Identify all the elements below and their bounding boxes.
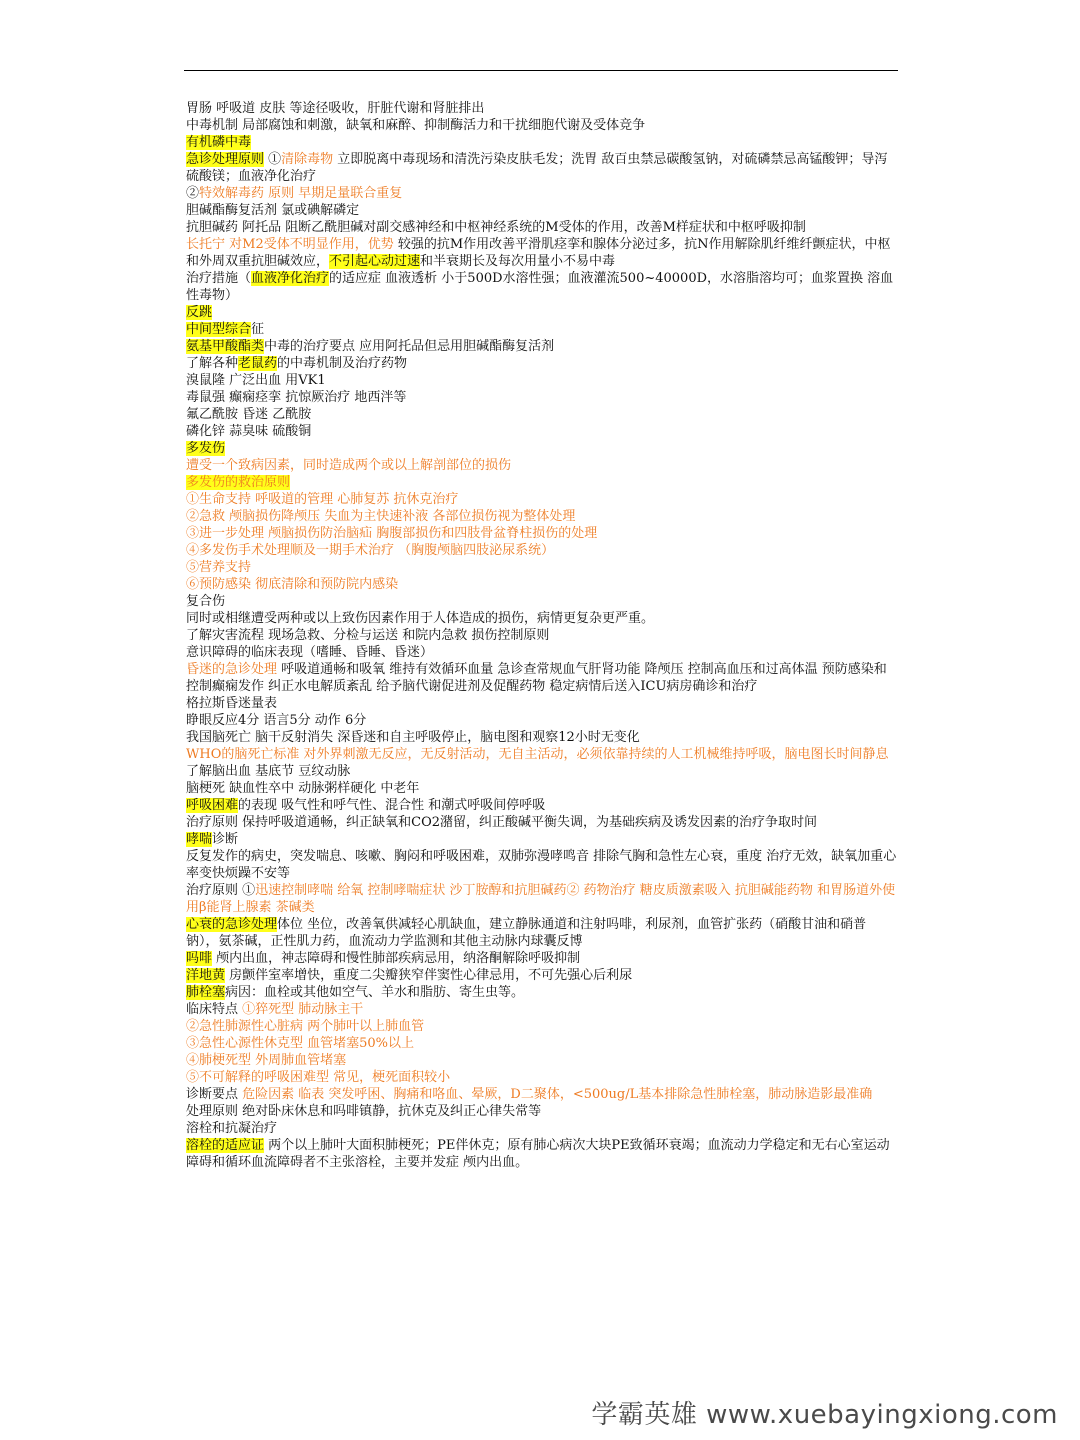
- text-line: [186, 1069, 898, 1086]
- text-segment: 立即脱离中毒现场和清洗污染皮肤毛发；洗胃 敌百虫禁忌碳酸氢钠，对硫磷禁忌高锰酸钾；导泻 硫酸镁；血液净化治疗: [186, 152, 888, 184]
- text-line: [186, 1001, 898, 1018]
- text-segment: 磷化锌 蒜臭味 硫酸铜: [186, 424, 312, 439]
- text-segment: 的中毒机制及治疗药物: [277, 356, 408, 371]
- text-line: [186, 610, 898, 627]
- text-segment: ⑤不可解释的呼吸困难型 常见，梗死面积较小: [186, 1070, 451, 1085]
- text-line: [186, 916, 898, 950]
- text-segment: 老鼠药: [238, 356, 278, 371]
- text-segment: 迅速控制哮喘 给氧 控制哮喘症状 沙丁胺醇和抗胆碱药② 药物治疗 糖皮质激素吸入 抗胆碱能药物 和胃肠道外使用β能肾上腺素 茶碱类: [186, 883, 896, 915]
- text-line: [186, 151, 898, 185]
- text-line: [186, 236, 898, 270]
- text-segment: 睁眼反应4分 语言5分 动作 6分: [186, 713, 367, 728]
- text-line: [186, 814, 898, 831]
- text-segment: 了解脑出血 基底节 豆纹动脉: [186, 764, 351, 779]
- document-body: [186, 100, 898, 1171]
- text-segment: 遭受一个致病因素，同时造成两个或以上解剖部位的损伤: [186, 458, 512, 473]
- text-line: [186, 831, 898, 848]
- text-segment: 了解灾害流程 现场急救、分检与运送 和院内急救 损伤控制原则: [186, 628, 550, 643]
- text-line: [186, 1086, 898, 1103]
- text-line: [186, 219, 898, 236]
- text-line: [186, 304, 898, 321]
- text-line: [186, 508, 898, 525]
- text-segment: 中毒机制 局部腐蚀和刺激，缺氧和麻醉、抑制酶活力和干扰细胞代谢及受体竞争: [186, 118, 646, 133]
- text-segment: 有机磷中毒: [186, 135, 252, 150]
- text-segment: 反复发作的病史，突发喘息、咳嗽、胸闷和呼吸困难，双肺弥漫哮鸣音 排除气胸和急性左心衰，重度 治疗无效，缺氧加重心率变快烦躁不安等: [186, 849, 897, 881]
- text-line: [186, 423, 898, 440]
- text-line: [186, 712, 898, 729]
- text-segment: 抗胆碱药 阿托品 阻断乙酰胆碱对副交感神经和中枢神经系统的M受体的作用，改善M样症状和中枢呼吸抑制: [186, 220, 806, 235]
- text-segment: 了解各种: [186, 356, 239, 371]
- text-segment: 的适应症 血液透析 小于500D水溶性强；血液灌流500~40000D，水溶脂溶均可；血浆置换 溶血性毒物）: [186, 271, 894, 303]
- text-line: [186, 542, 898, 559]
- text-line: [186, 559, 898, 576]
- text-segment: 溴鼠隆 广泛出血 用VK1: [186, 373, 326, 388]
- text-segment: 意识障碍的临床表现（嗜睡、昏睡、昏迷）: [186, 645, 434, 660]
- text-segment: 心衰的急诊处理: [186, 917, 278, 932]
- text-line: [186, 321, 898, 338]
- text-segment: 特效解毒药 原则 早期足量联合重复: [199, 186, 403, 201]
- text-segment: 氨基甲酸酯类: [186, 339, 265, 354]
- text-segment: 血液净化治疗: [251, 271, 330, 286]
- text-line: [186, 1120, 898, 1137]
- text-segment: ③急性心源性休克型 血管堵塞50%以上: [186, 1036, 415, 1051]
- text-segment: 氟乙酰胺 昏迷 乙酰胺: [186, 407, 312, 422]
- text-segment: 同时或相继遭受两种或以上致伤因素作用于人体造成的损伤，病情更复杂更严重。: [186, 611, 655, 626]
- text-segment: 不引起心动过速: [329, 254, 421, 269]
- text-segment: 临床特点: [186, 1002, 243, 1017]
- text-line: [186, 695, 898, 712]
- text-line: [186, 882, 898, 916]
- text-segment: 溶栓的适应证: [186, 1138, 265, 1153]
- text-line: [186, 576, 898, 593]
- text-segment: 治疗原则 保持呼吸道通畅，纠正缺氧和CO2潴留，纠正酸碱平衡失调，为基础疾病及诱发因素的治疗争取时间: [186, 815, 818, 830]
- text-segment: 处理原则 绝对卧床休息和吗啡镇静，抗休克及纠正心律失常等: [186, 1104, 542, 1119]
- text-segment: 和半衰期长及每次用量小不易中毒: [420, 254, 616, 269]
- text-line: [186, 372, 898, 389]
- text-line: [186, 338, 898, 355]
- text-line: [186, 780, 898, 797]
- text-segment: 洋地黄: [186, 968, 226, 983]
- text-segment: 病因：血栓或其他如空气、羊水和脂肪、寄生虫等。: [225, 985, 525, 1000]
- text-segment: ①猝死型 肺动脉主干: [242, 1002, 364, 1017]
- text-segment: 呼吸道通畅和吸氧 维持有效循环血量 急诊查常规血气肝肾功能 降颅压 控制高血压和过高体温 预防感染和控制癫痫发作 纠正水电解质紊乱 给予脑代谢促进剂及促醒药物 稳定病情后送入ICU病房确诊和治疗: [186, 662, 887, 694]
- text-segment: 胆碱酯酶复活剂 氯或碘解磷定: [186, 203, 360, 218]
- text-segment: 中间型综合: [186, 322, 252, 337]
- text-line: [186, 1137, 898, 1171]
- text-segment: 急诊处理原则: [186, 152, 265, 167]
- text-line: [186, 406, 898, 423]
- text-segment: 中毒的治疗要点 应用阿托品但忌用胆碱酯酶复活剂: [264, 339, 555, 354]
- text-segment: 长托宁 对M2受体不明显作用，优势: [186, 237, 394, 252]
- text-segment: 房颤伴室率增快，重度二尖瓣狭窄伴窦性心律忌用，不可先强心后利尿: [225, 968, 633, 983]
- text-line: [186, 1035, 898, 1052]
- text-segment: 多发伤: [186, 441, 226, 456]
- text-line: [186, 117, 898, 134]
- text-line: [186, 440, 898, 457]
- text-segment: ②: [186, 186, 200, 201]
- text-line: [186, 627, 898, 644]
- top-rule: [184, 70, 898, 71]
- text-line: [186, 984, 898, 1001]
- text-line: [186, 355, 898, 372]
- text-segment: ④肺梗死型 外周肺血管堵塞: [186, 1053, 347, 1068]
- text-segment: ⑤营养支持: [186, 560, 252, 575]
- text-segment: ⑥预防感染 彻底清除和预防院内感染: [186, 577, 399, 592]
- text-line: [186, 491, 898, 508]
- text-segment: 诊断: [212, 832, 239, 847]
- text-segment: 较强的抗M作用改善平滑肌痉挛和腺体分泌过多，抗N作用解除肌纤维纤颤症状，中枢和外周双重抗胆碱效应，: [186, 237, 891, 269]
- text-segment: 昏迷的急诊处理: [186, 662, 278, 677]
- text-segment: ②急救 颅脑损伤降颅压 失血为主快速补液 各部位损伤视为整体处理: [186, 509, 576, 524]
- text-segment: 吗啡: [186, 951, 213, 966]
- text-line: [186, 474, 898, 491]
- text-line: [186, 134, 898, 151]
- text-line: [186, 185, 898, 202]
- text-line: [186, 1052, 898, 1069]
- text-segment: 多发伤的救治原则: [186, 475, 291, 490]
- text-line: [186, 1018, 898, 1035]
- text-segment: ①生命支持 呼吸道的管理 心肺复苏 抗休克治疗: [186, 492, 459, 507]
- text-line: [186, 270, 898, 304]
- text-line: [186, 202, 898, 219]
- text-segment: 哮喘: [186, 832, 213, 847]
- text-segment: 胃肠 呼吸道 皮肤 等途径吸收，肝脏代谢和肾脏排出: [186, 101, 485, 116]
- site-watermark: 学霸英雄 www.xuebayingxiong.com: [591, 1400, 1058, 1430]
- text-line: [186, 593, 898, 610]
- text-segment: 危险因素 临表 突发呼困、胸痛和咯血、晕厥，D二聚体，<500ug/L基本排除急性肺栓塞，肺动脉造影最准确: [242, 1087, 873, 1102]
- text-segment: 治疗原则 ①: [186, 883, 256, 898]
- text-line: [186, 457, 898, 474]
- text-line: [186, 729, 898, 746]
- text-segment: ④多发伤手术处理顺及一期手术治疗 （胸腹颅脑四肢泌尿系统）: [186, 543, 555, 558]
- text-segment: 溶栓和抗凝治疗: [186, 1121, 278, 1136]
- text-segment: 格拉斯昏迷量表: [186, 696, 278, 711]
- text-segment: 复合伤: [186, 594, 226, 609]
- text-line: [186, 797, 898, 814]
- text-segment: 脑梗死 缺血性卒中 动脉粥样硬化 中老年: [186, 781, 420, 796]
- text-segment: 毒鼠强 癫痫痉挛 抗惊厥治疗 地西泮等: [186, 390, 407, 405]
- text-segment: 呼吸困难: [186, 798, 239, 813]
- text-segment: 体位 坐位，改善氧供减轻心肌缺血，建立静脉通道和注射吗啡，利尿剂，血管扩张药（硝酸甘油和硝普钠），氨茶碱，正性肌力药，血流动力学监测和其他主动脉内球囊反博: [186, 917, 867, 949]
- text-segment: 我国脑死亡 脑干反射消失 深昏迷和自主呼吸停止，脑电图和观察12小时无变化: [186, 730, 640, 745]
- text-segment: 征: [251, 322, 265, 337]
- text-line: [186, 1103, 898, 1120]
- text-line: [186, 746, 898, 763]
- text-line: [186, 763, 898, 780]
- text-line: [186, 100, 898, 117]
- text-line: [186, 389, 898, 406]
- text-segment: 诊断要点: [186, 1087, 243, 1102]
- text-segment: 反跳: [186, 305, 213, 320]
- text-segment: 颅内出血，神志障碍和慢性肺部疾病忌用，纳洛酮解除呼吸抑制: [212, 951, 581, 966]
- text-segment: WHO的脑死亡标准 对外界刺激无反应，无反射活动，无自主活动，必须依靠持续的人工机械维持呼吸，脑电图长时间静息: [186, 747, 889, 762]
- text-segment: 的表现 吸气性和呼气性、混合性 和潮式呼吸间停呼吸: [238, 798, 546, 813]
- text-line: [186, 661, 898, 695]
- text-segment: 两个以上肺叶大面积肺梗死；PE伴休克；原有肺心病次大块PE致循环衰竭；血流动力学稳定和无右心室运动障碍和循环血流障碍者不主张溶栓，主要并发症 颅内出血。: [186, 1138, 890, 1170]
- text-line: [186, 967, 898, 984]
- text-segment: ③进一步处理 颅脑损伤防治脑疝 胸腹部损伤和四肢骨盆脊柱损伤的处理: [186, 526, 598, 541]
- text-line: [186, 848, 898, 882]
- text-segment: 肺栓塞: [186, 985, 226, 1000]
- text-line: [186, 644, 898, 661]
- text-segment: 清除毒物: [281, 152, 334, 167]
- text-segment: ①: [264, 152, 282, 167]
- text-segment: 治疗措施（: [186, 271, 252, 286]
- text-line: [186, 950, 898, 967]
- text-line: [186, 525, 898, 542]
- text-segment: ②急性肺源性心脏病 两个肺叶以上肺血管: [186, 1019, 425, 1034]
